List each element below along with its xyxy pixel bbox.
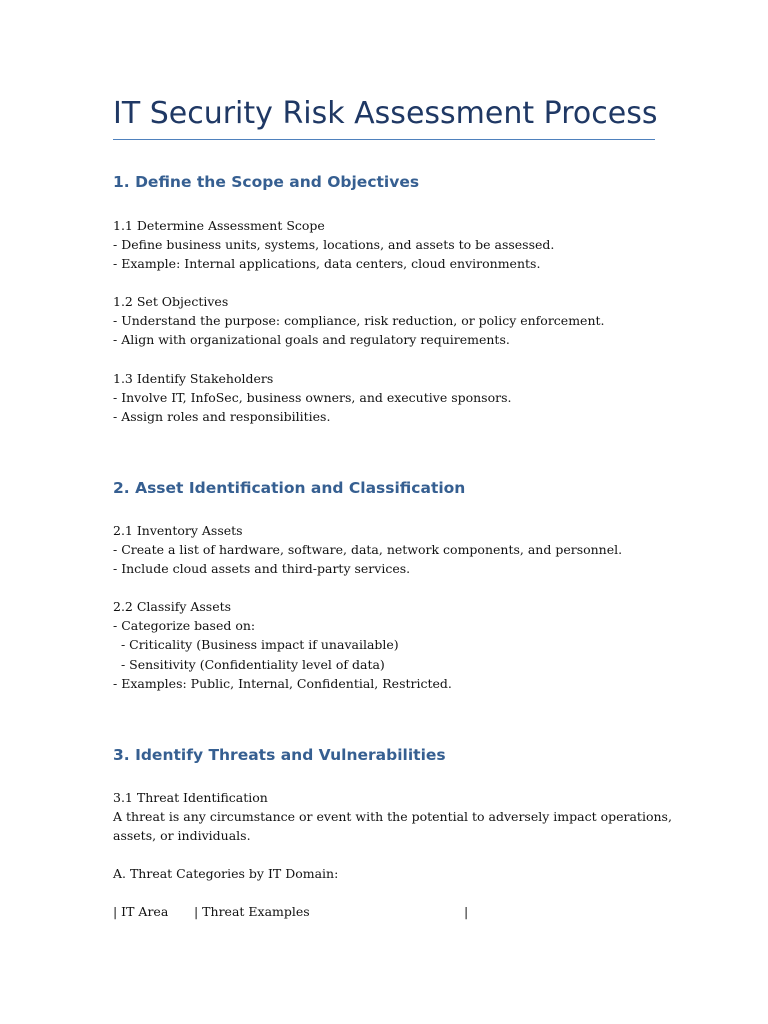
bullet-line: - Involve IT, InfoSec, business owners, and executive sponsors. (113, 390, 512, 406)
subsection-heading: 1.2 Set Objectives (113, 294, 229, 309)
document-title: IT Security Risk Assessment Process (113, 96, 658, 131)
table-header-row (113, 902, 655, 922)
document-page (113, 0, 672, 1024)
paragraph-line: A threat is any circumstance or event with the potential to adversely impact operations, (113, 809, 672, 825)
section-2-heading: 2. Asset Identification and Classification (113, 479, 466, 497)
table-header-cell-threat-examples: | Threat Examples (194, 904, 310, 919)
bullet-line: - Create a list of hardware, software, data, network components, and personnel. (113, 542, 623, 558)
subsection-heading: 1.3 Identify Stakeholders (113, 371, 274, 386)
table-header-cell-end: | (464, 904, 469, 919)
subsection-3-1 (113, 788, 672, 846)
subsection-1-1 (113, 216, 655, 274)
bullet-line: - Align with organizational goals and regulatory requirements. (113, 332, 510, 348)
subsection-2-1 (113, 521, 655, 579)
subsection-heading: 2.1 Inventory Assets (113, 523, 243, 538)
bullet-line: - Define business units, systems, locations, and assets to be assessed. (113, 237, 555, 253)
bullet-line: - Understand the purpose: compliance, risk reduction, or policy enforcement. (113, 313, 605, 329)
subsection-1-2 (113, 292, 655, 350)
table-header-cell-it-area: | IT Area (113, 904, 169, 919)
section-3-heading: 3. Identify Threats and Vulnerabilities (113, 746, 446, 764)
bullet-line: - Categorize based on: (113, 618, 256, 634)
subsection-heading: 3.1 Threat Identification (113, 790, 268, 805)
bullet-line: - Examples: Public, Internal, Confidential, Restricted. (113, 675, 452, 691)
subsection-1-3 (113, 369, 655, 427)
subsection-2-2 (113, 597, 655, 693)
sub-bullet-line: - Criticality (Business impact if unavailable) (113, 637, 399, 653)
paragraph-line: A. Threat Categories by IT Domain: (113, 866, 339, 881)
bullet-line: - Assign roles and responsibilities. (113, 409, 331, 425)
section-1-heading: 1. Define the Scope and Objectives (113, 173, 420, 191)
sub-bullet-line: - Sensitivity (Confidentiality level of data) (113, 656, 385, 672)
paragraph-line: assets, or individuals. (113, 828, 251, 844)
subsection-heading: 1.1 Determine Assessment Scope (113, 218, 325, 233)
subsection-heading: 2.2 Classify Assets (113, 599, 232, 614)
bullet-line: - Include cloud assets and third-party services. (113, 561, 411, 577)
threat-categories-intro (113, 864, 655, 883)
bullet-line: - Example: Internal applications, data centers, cloud environments. (113, 256, 541, 272)
title-underline (113, 139, 655, 140)
